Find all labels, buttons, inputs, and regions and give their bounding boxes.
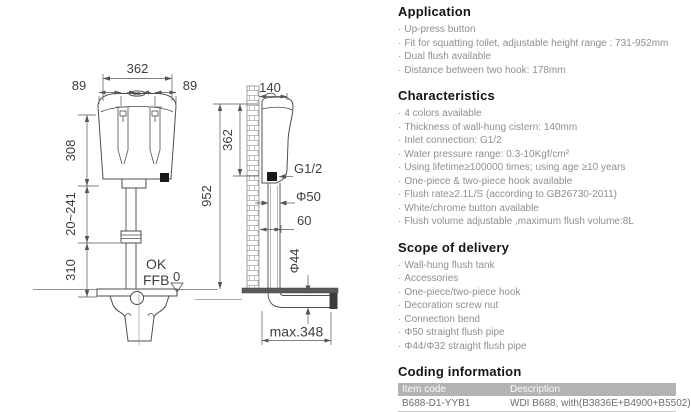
wall-hatch xyxy=(247,86,259,289)
list-item: · Φ50 straight flush pipe xyxy=(398,326,678,340)
spec-column xyxy=(398,2,691,412)
coding-table-header-row xyxy=(398,383,676,396)
table-row xyxy=(398,396,676,412)
dim-left-offset-label: 89 xyxy=(71,78,87,93)
inlet-valve-front xyxy=(160,173,169,182)
dim-outlet-pipe-label: Φ44 xyxy=(287,248,302,274)
list-item: · Fit for squatting toilet, adjustable height range : 731-952mm xyxy=(398,37,678,51)
ok-mark: OK xyxy=(146,256,167,272)
section-title-coding: Coding information xyxy=(398,364,522,379)
list-item: · One-piece & two-piece hook available xyxy=(398,175,678,189)
hook-channel-left xyxy=(116,107,130,164)
item-code-cell: B688-D1-YYB1 xyxy=(398,396,506,412)
list-item: · Dual flush available xyxy=(398,50,678,64)
dim-tank-height-label: 362 xyxy=(220,129,235,151)
list-item: · Accessories xyxy=(398,272,678,286)
list-item: · Distance between two hook: 178mm xyxy=(398,64,678,78)
dim-offset-label: 60 xyxy=(297,213,312,228)
dim-depth-label: 140 xyxy=(259,80,281,95)
list-item: · White/chrome button available xyxy=(398,202,678,216)
dim-total-height-label: 952 xyxy=(199,185,214,207)
description-cell: WDI B688, with(B3836E+B4900+B5502) xyxy=(506,396,676,412)
section-title-characteristics: Characteristics xyxy=(398,88,495,103)
scope-list xyxy=(398,259,678,354)
application-list xyxy=(398,23,678,77)
list-item: · Water pressure range: 0.3-10Kgf/cm² xyxy=(398,148,678,162)
dim-width-label: 362 xyxy=(126,61,149,76)
list-item: · One-piece/two-piece hook xyxy=(398,286,678,300)
ffb-mark: FFB xyxy=(143,272,170,288)
list-item: · Wall-hung flush tank xyxy=(398,259,678,273)
pipe-coupling-front xyxy=(121,231,141,243)
dim-lower-height-label: 310 xyxy=(63,259,78,281)
list-item: · Φ44/Φ32 straight flush pipe xyxy=(398,340,678,354)
tank-side-outline xyxy=(262,97,293,183)
list-item: · 4 colors available xyxy=(398,107,678,121)
dim-right-offset-label: 89 xyxy=(182,78,198,93)
list-item: · Connection bend xyxy=(398,313,678,327)
list-item: · Flush volume adjustable ,maximum flush volume:8L xyxy=(398,215,678,229)
side-view-labels xyxy=(199,80,324,340)
flush-pipe-side xyxy=(268,183,280,292)
connection-bend xyxy=(268,292,330,308)
section-title-scope: Scope of delivery xyxy=(398,239,510,255)
front-view xyxy=(33,91,218,345)
inlet-valve-side xyxy=(267,172,277,181)
section-title-application: Application xyxy=(398,4,471,19)
zero-mark: 0 xyxy=(173,269,181,284)
list-item: · Inlet connection: G1/2 xyxy=(398,134,678,148)
inlet-thread-label: G1/2 xyxy=(294,161,323,176)
list-item: · Thickness of wall-hung cistern: 140mm xyxy=(398,121,678,135)
characteristics-list xyxy=(398,107,678,229)
header-item-code: Item code xyxy=(398,383,506,396)
front-view-dimensions xyxy=(78,74,183,297)
dim-flush-pipe-label: Φ50 xyxy=(296,189,321,204)
dim-upper-height-label: 308 xyxy=(63,139,78,162)
coding-table xyxy=(398,383,691,412)
list-item: · Up-press button xyxy=(398,23,678,37)
header-description: Description xyxy=(506,383,676,396)
list-item: · Flush rate≥2.1L/S (according to GB26730-2011) xyxy=(398,188,678,202)
list-item: · Decoration screw nut xyxy=(398,299,678,313)
dim-adjustable-label: 20~241 xyxy=(63,192,78,236)
list-item: · Using lifetime≥100000 times; using age ≥10 years xyxy=(398,161,678,175)
dim-max-reach-label: max.348 xyxy=(269,323,324,340)
hook-channel-right xyxy=(148,107,162,164)
drain-circle xyxy=(131,292,144,305)
floor-slab-side xyxy=(242,288,338,293)
